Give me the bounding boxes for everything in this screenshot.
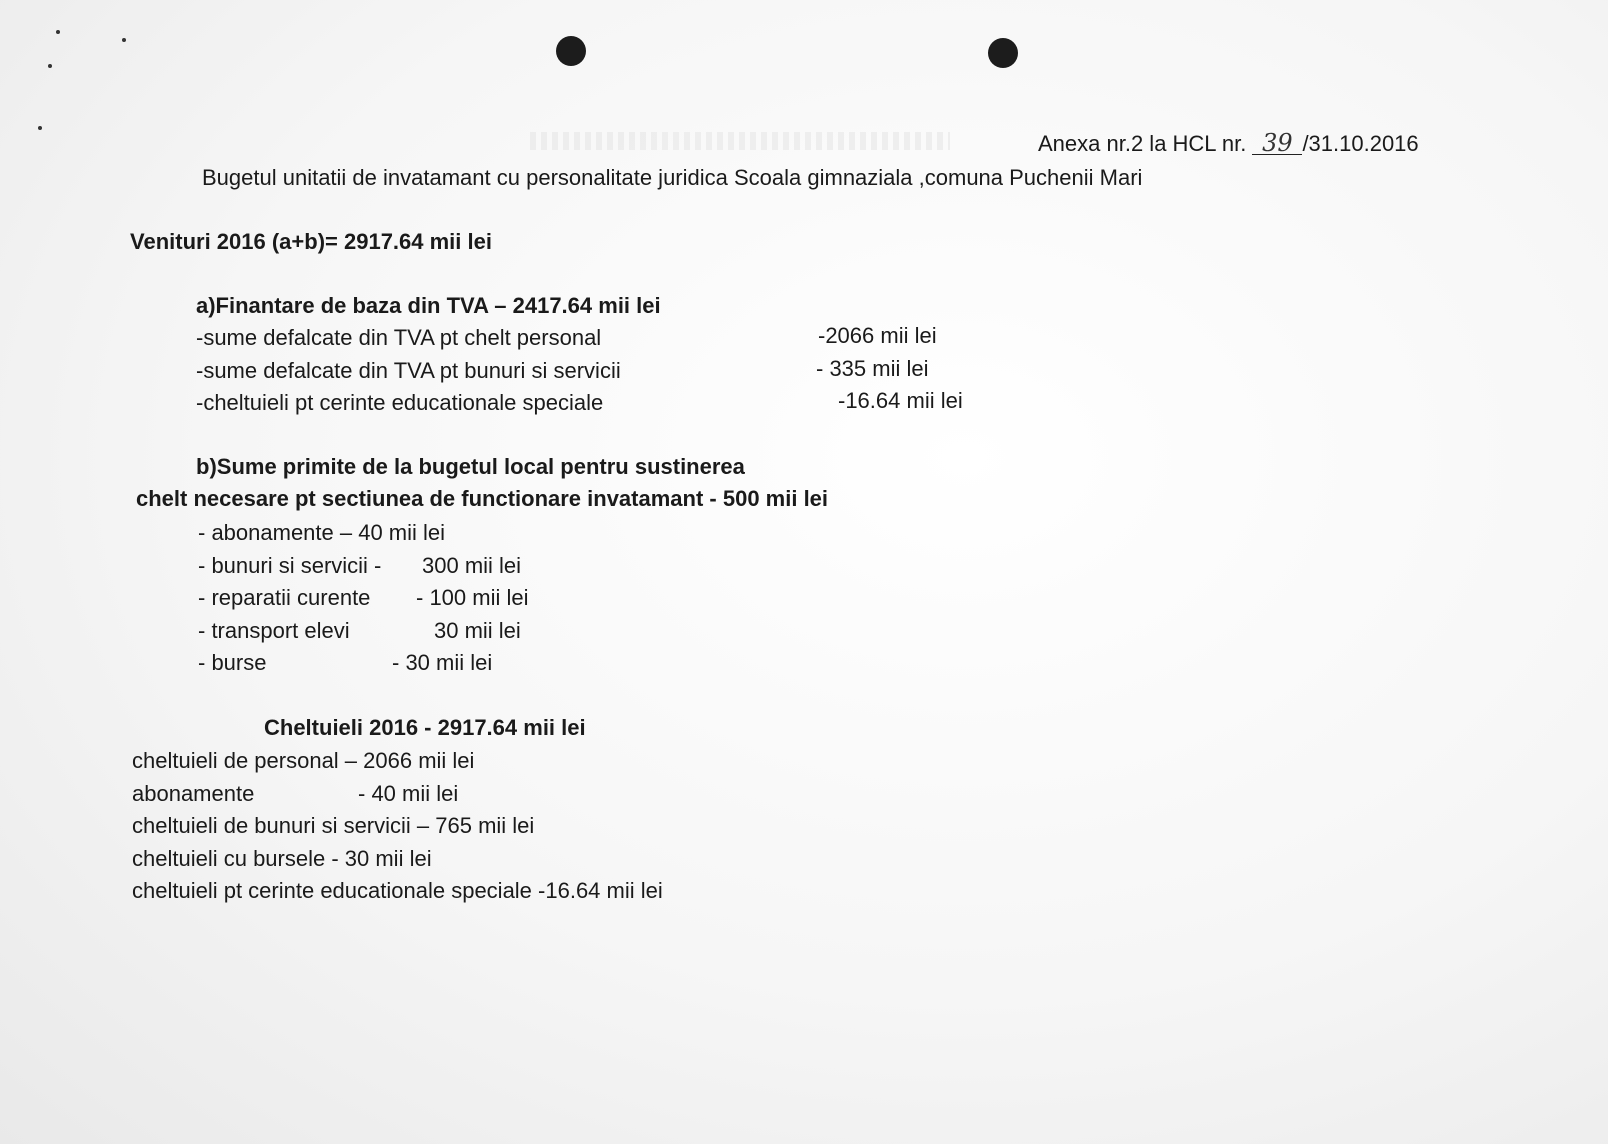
cheltuieli-heading: Cheltuieli 2016 - 2917.64 mii lei xyxy=(264,715,586,740)
section-b-item-label: - reparatii curente xyxy=(198,585,371,610)
punch-hole-left xyxy=(556,36,586,66)
cheltuieli-item-label: cheltuieli pt cerinte educationale speciale -16.64 mii lei xyxy=(132,878,663,903)
annex-label: Anexa nr.2 la HCL nr. xyxy=(1038,131,1247,156)
section-a-item-label: -sume defalcate din TVA pt chelt personal xyxy=(196,325,602,350)
section-b-item-label: - bunuri si servicii - xyxy=(198,553,382,578)
cheltuieli-item-value: - 40 mii lei xyxy=(358,781,459,806)
venituri-heading: Venituri 2016 (a+b)= 2917.64 mii lei xyxy=(130,229,492,254)
hcl-date: /31.10.2016 xyxy=(1302,131,1419,156)
section-a-heading: a)Finantare de baza din TVA – 2417.64 mii lei xyxy=(196,293,661,318)
section-a-item-value: -2066 mii lei xyxy=(818,323,937,348)
section-b-item-value: 300 mii lei xyxy=(422,553,522,578)
section-b-item-label: - burse xyxy=(198,650,267,675)
scan-speck xyxy=(48,64,52,68)
section-a-item-value: -16.64 mii lei xyxy=(838,388,963,413)
section-a-item-label: -sume defalcate din TVA pt bunuri si servicii xyxy=(196,358,621,383)
punch-hole-right xyxy=(988,38,1018,68)
hcl-number-handwritten: 39 xyxy=(1252,132,1302,155)
section-b-heading-line1: b)Sume primite de la bugetul local pentru sustinerea xyxy=(196,454,745,479)
annex-reference xyxy=(1038,130,1419,158)
section-b-heading-line2: chelt necesare pt sectiunea de functionare invatamant - 500 mii lei xyxy=(136,486,829,511)
scan-speck xyxy=(122,38,126,42)
cheltuieli-item-label: cheltuieli de bunuri si servicii – 765 mii lei xyxy=(132,813,535,838)
cheltuieli-item-label: cheltuieli de personal – 2066 mii lei xyxy=(132,748,475,773)
section-b-item-label: - abonamente – 40 mii lei xyxy=(198,520,446,545)
scan-speck xyxy=(56,30,60,34)
bleed-through-artifact xyxy=(530,132,950,150)
section-b-item-value: - 100 mii lei xyxy=(416,585,529,610)
cheltuieli-item-label: cheltuieli cu bursele - 30 mii lei xyxy=(132,846,432,871)
scan-speck xyxy=(38,126,42,130)
section-b-item-value: 30 mii lei xyxy=(434,618,521,643)
section-b-item-label: - transport elevi xyxy=(198,618,350,643)
section-a-item-label: -cheltuieli pt cerinte educationale speciale xyxy=(196,390,604,415)
cheltuieli-item-label: abonamente xyxy=(132,781,255,806)
section-a-item-value: - 335 mii lei xyxy=(816,356,929,381)
section-b-item-value: - 30 mii lei xyxy=(392,650,493,675)
document-title: Bugetul unitatii de invatamant cu personalitate juridica Scoala gimnaziala ,comuna Puchenii Mari xyxy=(202,165,1143,190)
